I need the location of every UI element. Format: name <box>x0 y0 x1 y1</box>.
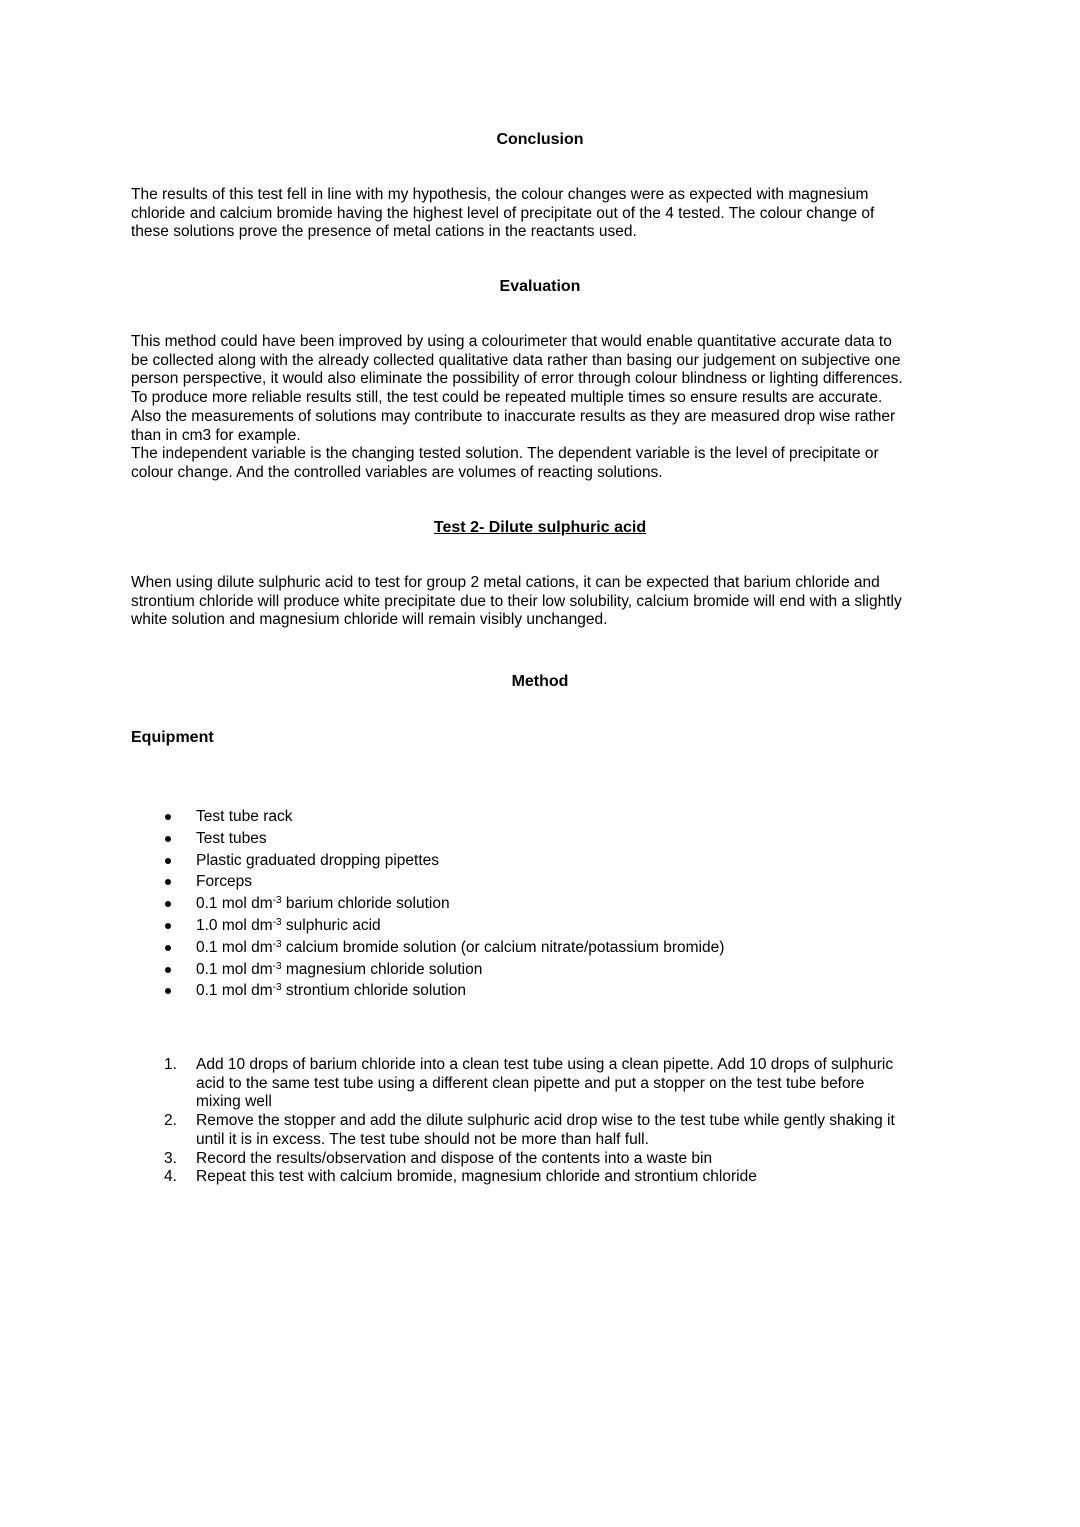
conclusion-heading: Conclusion <box>496 131 584 148</box>
conclusion-paragraph <box>131 186 961 242</box>
equipment-item: Plastic graduated dropping pipettes <box>131 850 931 872</box>
evaluation-line: than in cm3 for example. <box>131 426 301 444</box>
bullet-icon <box>165 901 171 907</box>
method-step: 3. Record the results/observation and dispose of the contents into a waste bin <box>164 1149 713 1167</box>
method-step: 1. Add 10 drops of barium chloride into a clean test tube using a clean pipette. Add 10 drops of sulphuric acid to the same test tube using a different clean pipette and put a stopper on the test tube before mixing well <box>164 1056 894 1111</box>
evaluation-heading: Evaluation <box>499 278 581 295</box>
step-number: 3. <box>164 1149 177 1167</box>
evaluation-line: This method could have been improved by using a colourimeter that would enable quantitative accurate data to <box>131 333 892 350</box>
evaluation-line: The independent variable is the changing tested solution. The dependent variable is the level of precipitate or <box>131 445 879 463</box>
test2-line: When using dilute sulphuric acid to test for group 2 metal cations, it can be expected that barium chloride and <box>131 574 880 591</box>
equipment-item: 0.1 mol $dm^{-3}$ barium chloride solution <box>131 893 931 915</box>
evaluation-line: colour change. And the controlled variables are volumes of reacting solutions. <box>131 463 663 481</box>
bullet-icon <box>165 923 171 929</box>
evaluation-line: Also the measurements of solutions may contribute to inaccurate results as they are measured drop wise rather <box>131 407 896 425</box>
conclusion-line: The results of this test fell in line with my hypothesis, the colour changes were as expected with magnesium <box>131 186 869 203</box>
method-steps-list <box>131 1056 951 1187</box>
equipment-item: Forceps <box>131 871 931 893</box>
equipment-item: 1.0 mol $dm^{-3}$ sulphuric acid <box>131 915 931 937</box>
equipment-item: 0.1 mol $dm^{-3}$ calcium bromide solution (or calcium nitrate/potassium bromide) <box>131 937 931 959</box>
equipment-list <box>131 806 931 1002</box>
bullet-icon <box>165 988 171 994</box>
bullet-icon <box>165 836 171 842</box>
test2-line: white solution and magnesium chloride will remain visibly unchanged. <box>131 611 608 629</box>
evaluation-line: To produce more reliable results still, the test could be repeated multiple times so ensure results are accurate. <box>131 389 883 407</box>
method-step: 4. Repeat this test with calcium bromide, magnesium chloride and strontium chloride <box>164 1168 757 1186</box>
evaluation-paragraph <box>131 333 981 483</box>
bullet-icon <box>165 814 171 820</box>
equipment-heading: Equipment <box>131 729 214 746</box>
method-heading: Method <box>511 673 569 690</box>
step-number: 1. <box>164 1056 177 1073</box>
equipment-item: 0.1 mol $dm^{-3}$ strontium chloride solution <box>131 980 931 1002</box>
bullet-icon <box>165 945 171 951</box>
equipment-item: Test tube rack <box>131 806 931 828</box>
method-step: 2. Remove the stopper and add the dilute sulphuric acid drop wise to the test tube while gently shaking it until it is in excess. The test tube should not be more than half full. <box>164 1112 895 1148</box>
test2-line: strontium chloride will produce white precipitate due to their low solubility, calcium bromide will end with a slightly <box>131 592 902 610</box>
evaluation-line: be collected along with the already collected qualitative data rather than basing our judgement on subjective one <box>131 351 901 369</box>
step-number: 2. <box>164 1112 177 1130</box>
bullet-icon <box>165 967 171 973</box>
conclusion-line: chloride and calcium bromide having the highest level of precipitate out of the 4 tested. The colour change of <box>131 204 875 222</box>
bullet-icon <box>165 879 171 885</box>
equipment-item: Test tubes <box>131 828 931 850</box>
test2-paragraph <box>131 574 981 630</box>
conclusion-line: these solutions prove the presence of metal cations in the reactants used. <box>131 223 637 241</box>
bullet-icon <box>165 858 171 864</box>
evaluation-line: person perspective, it would also eliminate the possibility of error through colour blindness or lighting differences. <box>131 370 903 388</box>
equipment-item: 0.1 mol $dm^{-3}$ magnesium chloride solution <box>131 959 931 981</box>
step-number: 4. <box>164 1168 177 1186</box>
test2-heading: Test 2- Dilute sulphuric acid <box>433 519 647 536</box>
